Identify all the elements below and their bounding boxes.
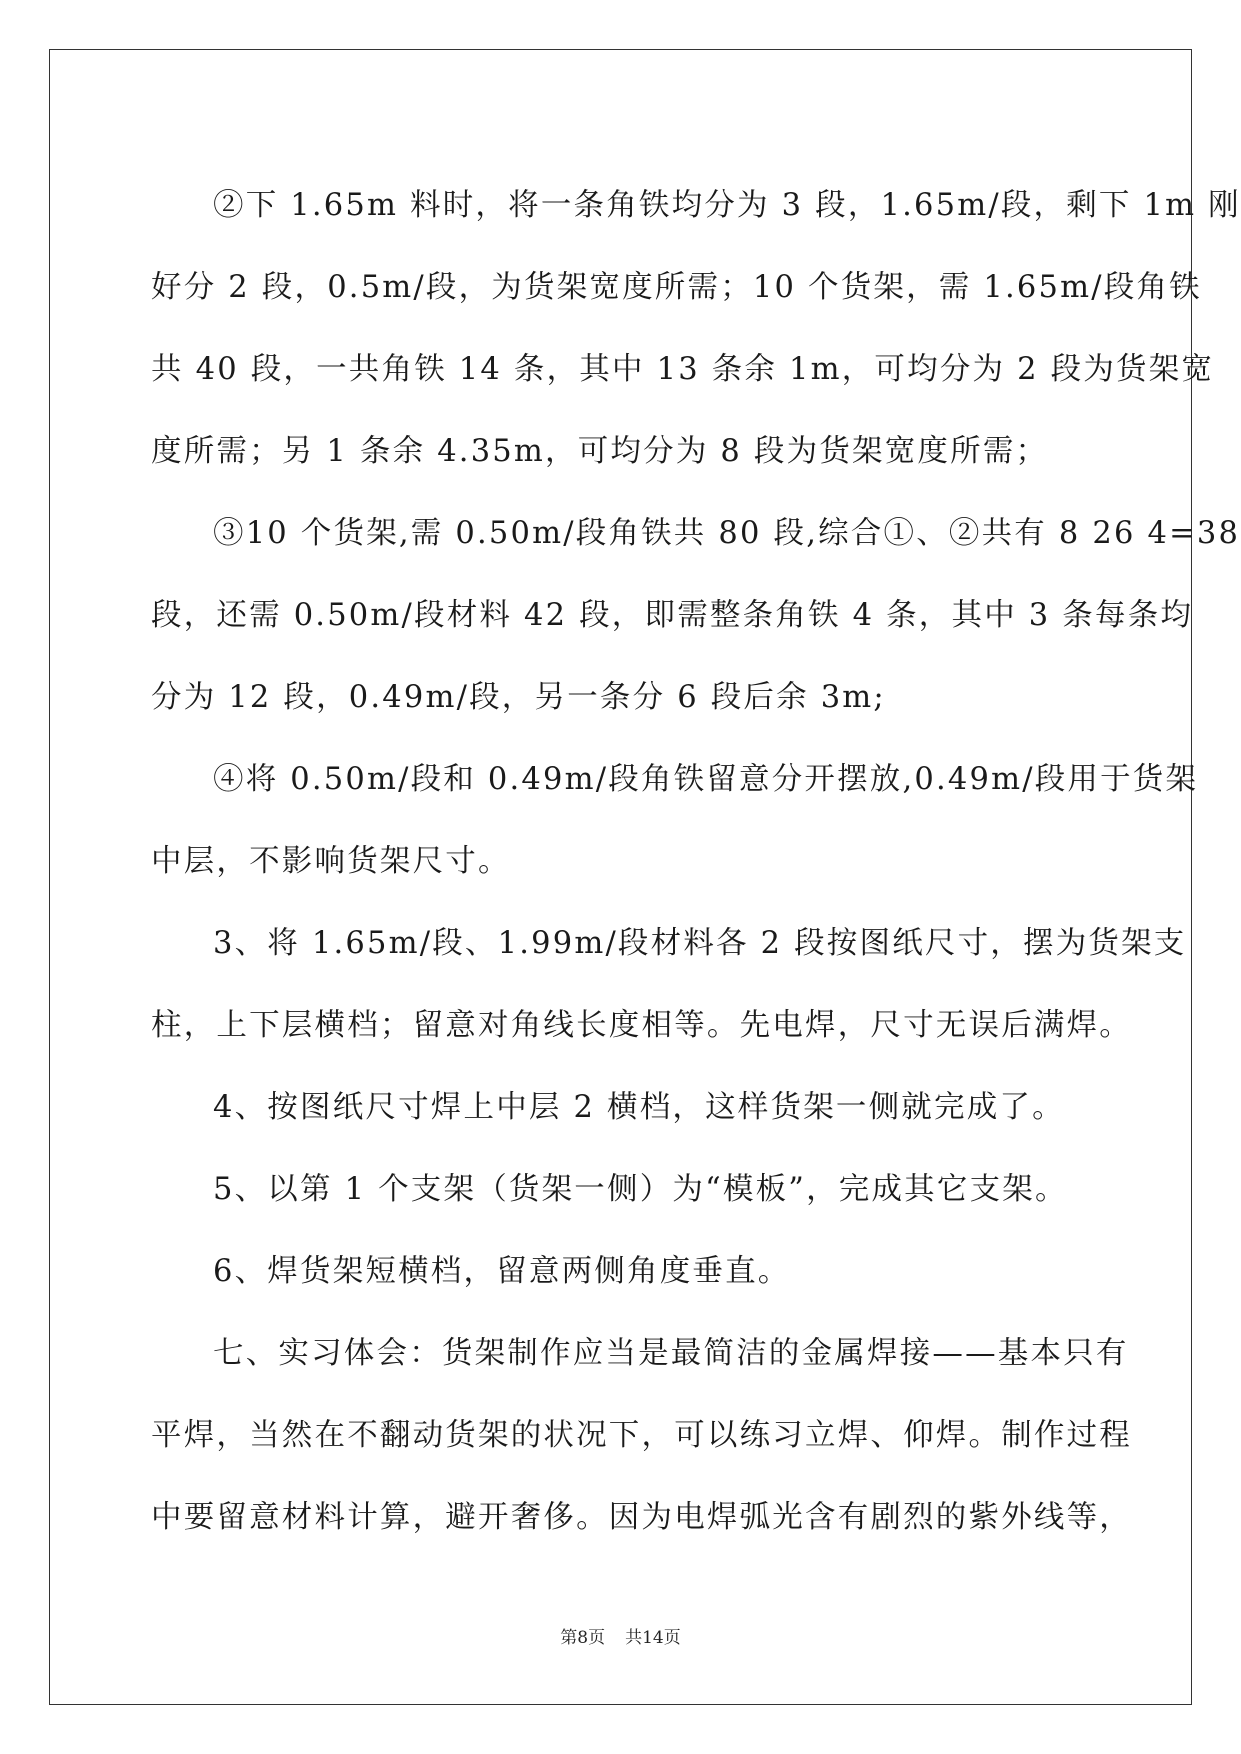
page-total: 共14页 [625, 1628, 681, 1648]
text-line: 七、实习体会：货架制作应当是最简洁的金属焊接——基本只有 [213, 1336, 1129, 1371]
text-line: 分为 12 段，0.49m/段，另一条分 6 段后余 3m; [151, 680, 886, 715]
text-line: 共 40 段，一共角铁 14 条，其中 13 条余 1m，可均分为 2 段为货架宽 [151, 352, 1215, 387]
text-line: 度所需；另 1 条余 4.35m，可均分为 8 段为货架宽度所需； [151, 434, 1049, 469]
document-body [151, 165, 1241, 1559]
text-line: 好分 2 段，0.5m/段，为货架宽度所需；10 个货架，需 1.65m/段角铁 [151, 270, 1202, 305]
text-line: 段，还需 0.50m/段材料 42 段，即需整条角铁 4 条，其中 3 条每条均 [151, 598, 1194, 633]
text-line: 柱，上下层横档；留意对角线长度相等。先电焊，尺寸无误后满焊。 [151, 1008, 1132, 1043]
page-footer [0, 1626, 1241, 1650]
text-line: ④将 0.50m/段和 0.49m/段角铁留意分开摆放,0.49m/段用于货架 [213, 762, 1199, 797]
text-line: 4、按图纸尺寸焊上中层 2 横档，这样货架一侧就完成了。 [213, 1090, 1065, 1125]
text-line: 平焊，当然在不翻动货架的状况下，可以练习立焊、仰焊。制作过程 [151, 1418, 1132, 1453]
text-line: 中要留意材料计算，避开奢侈。因为电焊弧光含有剧烈的紫外线等， [151, 1500, 1132, 1535]
page-number: 第8页 [560, 1628, 606, 1648]
text-line: 5、以第 1 个支架（货架一侧）为“模板”，完成其它支架。 [213, 1172, 1068, 1207]
document-text [151, 165, 1241, 1559]
text-line: 3、将 1.65m/段、1.99m/段材料各 2 段按图纸尺寸，摆为货架支 [213, 926, 1187, 961]
text-line: 6、焊货架短横档，留意两侧角度垂直。 [213, 1254, 791, 1289]
text-line: ③10 个货架,需 0.50m/段角铁共 80 段,综合①、②共有 8 26 4=38 [213, 516, 1241, 551]
text-line: ②下 1.65m 料时，将一条角铁均分为 3 段，1.65m/段，剩下 1m 刚 [213, 188, 1241, 223]
text-line: 中层，不影响货架尺寸。 [151, 844, 511, 879]
